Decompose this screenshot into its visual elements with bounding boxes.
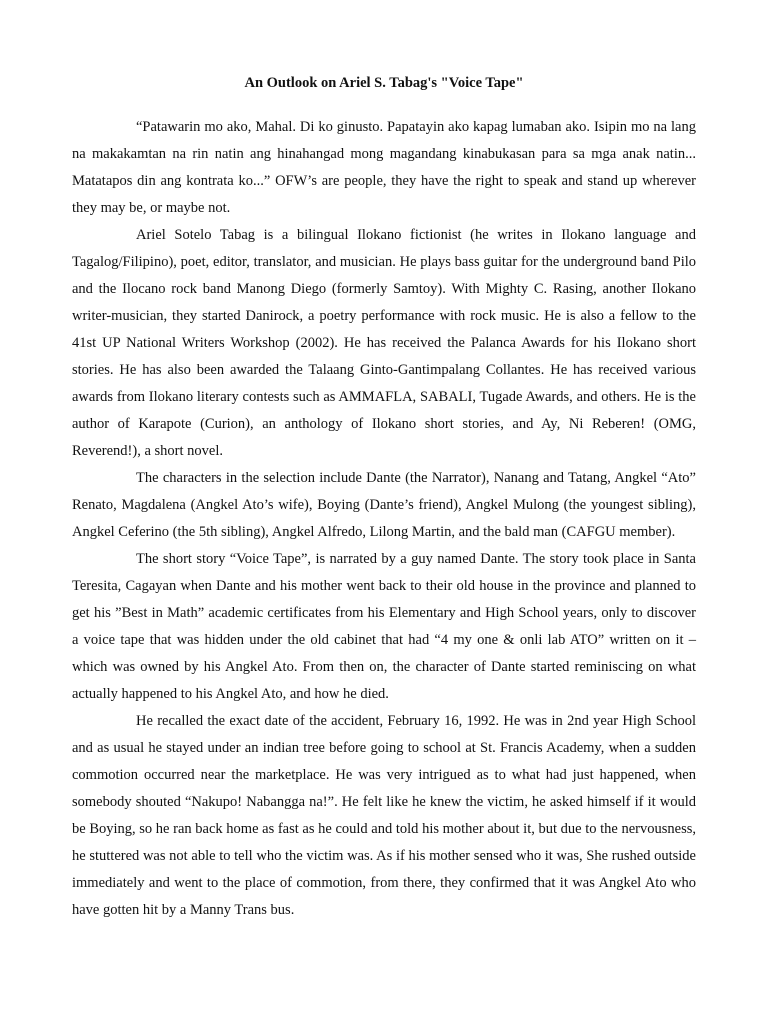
paragraph-opening-quote: “Patawarin mo ako, Mahal. Di ko ginusto. Papatayin ako kapag lumaban ako. Isipin mo na lang na makakamtan na rin natin ang hinahangad mong magandang kinabukasan para sa mga anak natin... Matatapos din ang kontrata ko...” OFW’s are people, they have the right to speak and stand up wherever they may be, or maybe not. — [72, 119, 696, 216]
paragraph-story-setting: The short story “Voice Tape”, is narrated by a guy named Dante. The story took place in Santa Teresita, Cagayan when Dante and his mother went back to their old house in the province and planned to get his ”Best in Math” academic certificates from his Elementary and High School years, only to discover a voice tape that was hidden under the old cabinet that had “4 my one & onli lab ATO” written on it – which was owned by his Angkel Ato. From then on, the character of Dante started reminiscing on what actually happened to his Angkel Ato, and how he died. — [72, 551, 696, 702]
paragraph-accident: He recalled the exact date of the accident, February 16, 1992. He was in 2nd year High School and as usual he stayed under an indian tree before going to school at St. Francis Academy, when a sudden commotion occurred near the marketplace. He was very intrigued as to what had just happened, when somebody shouted “Nakupo! Nabangga na!”. He felt like he knew the victim, he asked himself if it would be Boying, so he ran back home as fast as he could and told his mother about it, but due to the nervousness, he stuttered was not able to tell who the victim was. As if his mother sensed who it was, She rushed outside immediately and went to the place of commotion, from there, they confirmed that it was Angkel Ato who have gotten hit by a Manny Trans bus. — [72, 713, 696, 918]
document-title: An Outlook on Ariel S. Tabag's "Voice Tape" — [244, 75, 524, 91]
paragraph-characters: The characters in the selection include Dante (the Narrator), Nanang and Tatang, Angkel “Ato” Renato, Magdalena (Angkel Ato’s wife), Boying (Dante’s friend), Angkel Mulong (the youngest sibling), Angkel Ceferino (the 5th sibling), Angkel Alfredo, Lilong Martin, and the bald man (CAFGU member). — [72, 470, 696, 540]
document-page — [72, 70, 696, 924]
paragraph-author-bio: Ariel Sotelo Tabag is a bilingual Ilokano fictionist (he writes in Ilokano language and Tagalog/Filipino), poet, editor, translator, and musician. He plays bass guitar for the underground band Pilo and the Ilocano rock band Manong Diego (formerly Samtoy). With Mighty C. Rasing, another Ilokano writer-musician, they started Danirock, a poetry performance with rock music. He is also a fellow to the 41st UP National Writers Workshop (2002). He has received the Palanca Awards for his Ilokano short stories. He has also been awarded the Talaang Ginto-Gantimpalang Collantes. He has received various awards from Ilokano literary contests such as AMMAFLA, SABALI, Tugade Awards, and others. He is the author of Karapote (Curion), an anthology of Ilokano short stories, and Ay, Ni Reberen! (OMG, Reverend!), a short novel. — [72, 227, 696, 459]
